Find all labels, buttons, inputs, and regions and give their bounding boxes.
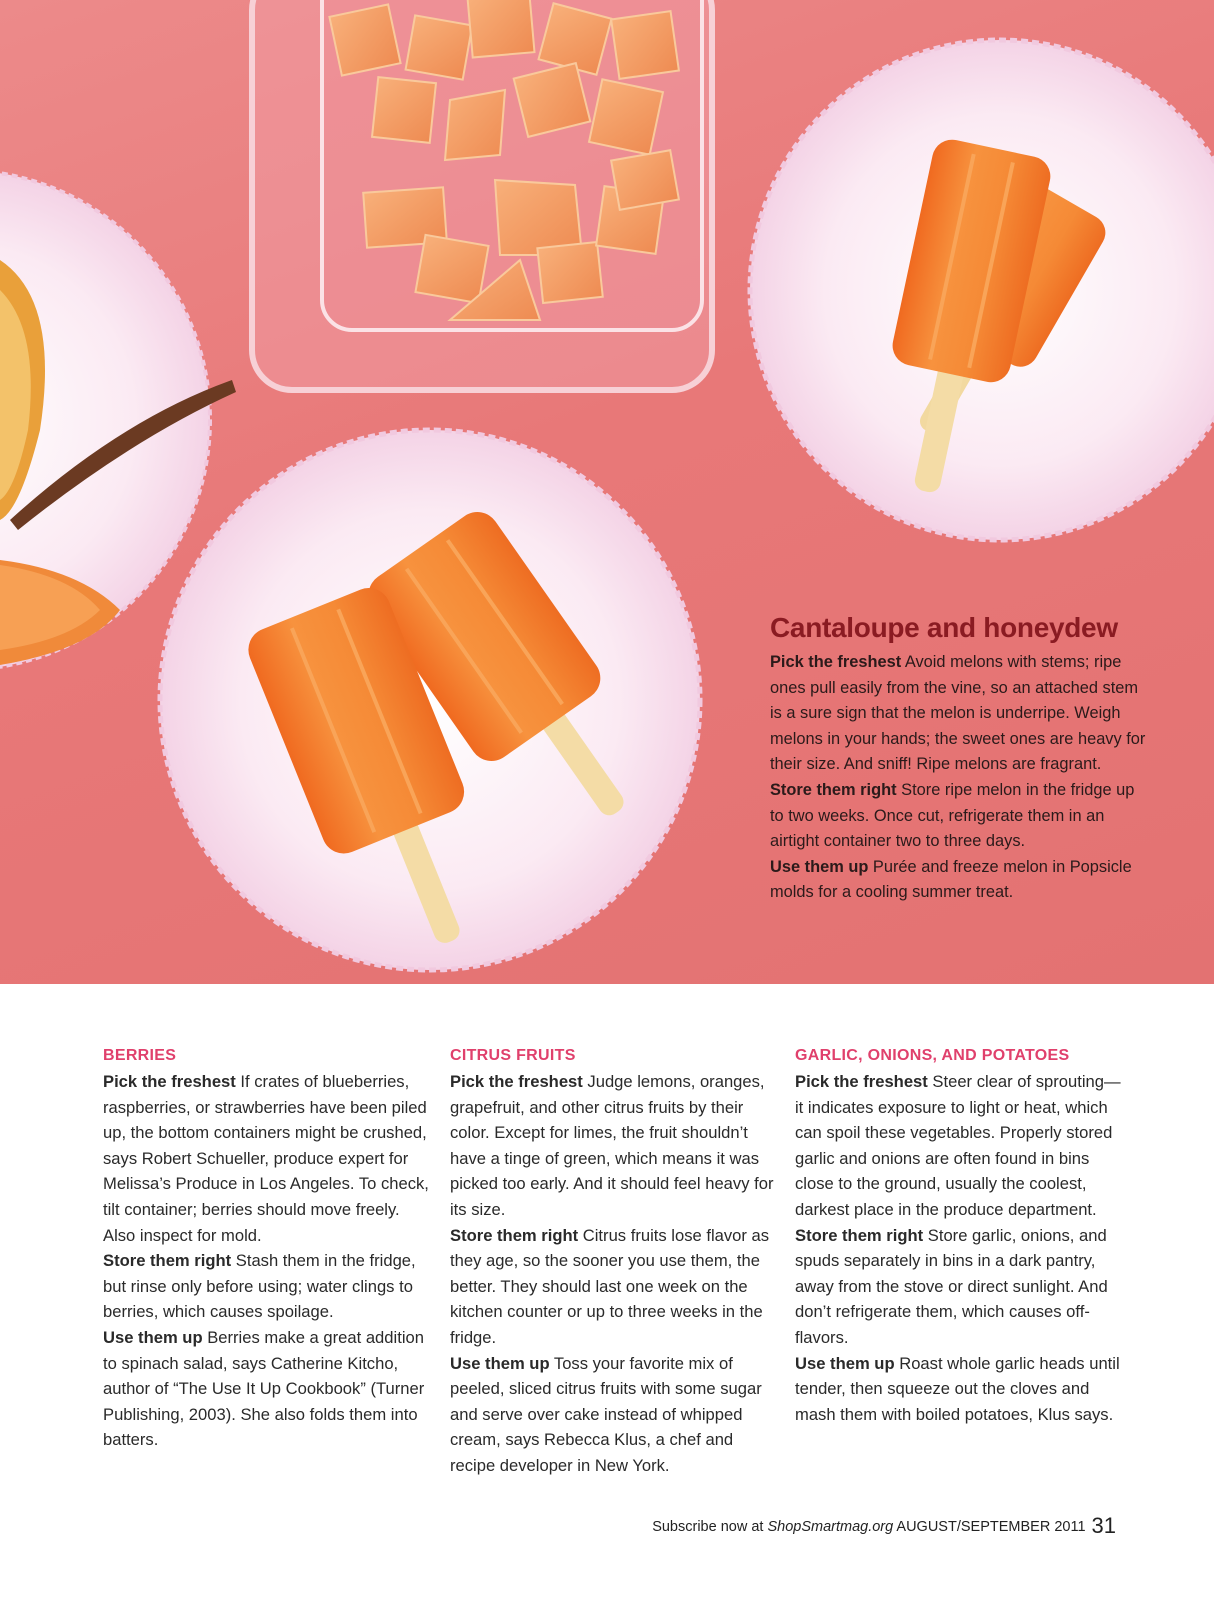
column-heading: GARLIC, ONIONS, AND POTATOES <box>795 1047 1070 1064</box>
pick-label: Pick the freshest <box>795 1072 928 1091</box>
page-footer <box>652 1513 1116 1539</box>
pick-label: Pick the freshest <box>103 1072 236 1091</box>
footer-site-link[interactable]: ShopSmartmag.org <box>767 1519 894 1535</box>
footer-issue: AUGUST/SEPTEMBER 2011 <box>893 1519 1086 1535</box>
use-label: Use them up <box>795 1353 895 1373</box>
feature-use-label: Use them up <box>770 857 869 876</box>
pick-text: Judge lemons, oranges, grapefruit, and other citrus fruits by their color. Except for limes, the fruit shouldn’t have a tinge of green, which means it was picked too early. And it should feel heavy for its size. <box>450 1072 774 1219</box>
pick-label: Pick the freshest <box>450 1072 583 1091</box>
citrus-column <box>450 1047 780 1479</box>
feature-store-text: Store ripe melon in the fridge up to two weeks. Once cut, refrigerate them in an airtight container two to three days. <box>770 780 1135 851</box>
store-text: Citrus fruits lose flavor as they age, so the sooner you use them, the better. They should last one week on the kitchen counter or up to three weeks in the fridge. <box>450 1225 770 1347</box>
feature-store-label: Store them right <box>770 780 897 799</box>
use-text: Roast whole garlic heads until tender, then squeeze out the cloves and mash them with boiled potatoes, Klus says. <box>795 1353 1120 1424</box>
column-heading: CITRUS FRUITS <box>450 1047 576 1064</box>
center-plate <box>160 430 700 971</box>
use-label: Use them up <box>450 1353 550 1373</box>
feature-pick-text: Avoid melons with stems; ripe ones pull easily from the vine, so an attached stem is a sure sign that the melon is underripe. Weigh melons in your hands; the sweet ones are heavy for their size. And sniff! Ripe melons are fragrant. <box>770 653 1146 774</box>
column-body <box>795 1069 1125 1427</box>
pick-text: If crates of blueberries, raspberries, or strawberries have been piled up, the bottom containers might be crushed, says Robert Schueller, produce expert for Melissa’s Produce in Los Angeles. To check, tilt container; berries should move freely. Also inspect for mold. <box>103 1072 429 1245</box>
pick-text: Steer clear of sprouting—it indicates exposure to light or heat, which can spoil these vegetables. Properly stored garlic and onions are often found in bins close to the ground, usually the coolest, darkest place in the produce department. <box>795 1072 1121 1219</box>
use-text: Toss your favorite mix of peeled, sliced citrus fruits with some sugar and serve over cake instead of whipped cream, says Rebecca Klus, a chef and recipe developer in New York. <box>450 1353 762 1475</box>
feature-title: Cantaloupe and honeydew <box>770 612 1118 643</box>
footer-prefix: Subscribe now at <box>652 1519 768 1535</box>
garlic-column <box>795 1047 1125 1427</box>
store-label: Store them right <box>450 1225 579 1245</box>
feature-body <box>770 650 1150 906</box>
feature-use-text: Purée and freeze melon in Popsicle molds for a cooling summer treat. <box>770 857 1132 902</box>
berries-column <box>103 1047 433 1453</box>
use-label: Use them up <box>103 1327 203 1347</box>
store-label: Store them right <box>795 1225 924 1245</box>
page-number: 31 <box>1091 1513 1116 1538</box>
feature-pick-label: Pick the freshest <box>770 653 902 671</box>
column-heading: BERRIES <box>103 1047 177 1064</box>
use-text: Berries make a great addition to spinach salad, says Catherine Kitcho, author of “The Use It Up Cookbook” (Turner Publishing, 2003). She also folds them into batters. <box>103 1327 425 1450</box>
column-body <box>103 1069 433 1453</box>
melon-container <box>252 0 712 390</box>
store-label: Store them right <box>103 1251 232 1271</box>
store-text: Store garlic, onions, and spuds separately in bins in a dark pantry, away from the stove or direct sunlight. And don’t refrigerate them, which causes off-flavors. <box>795 1225 1108 1347</box>
column-body <box>450 1069 780 1479</box>
store-text: Stash them in the fridge, but rinse only before using; water clings to berries, which causes spoilage. <box>103 1251 416 1322</box>
right-plate <box>750 40 1214 540</box>
cantaloupe-feature <box>770 612 1150 906</box>
